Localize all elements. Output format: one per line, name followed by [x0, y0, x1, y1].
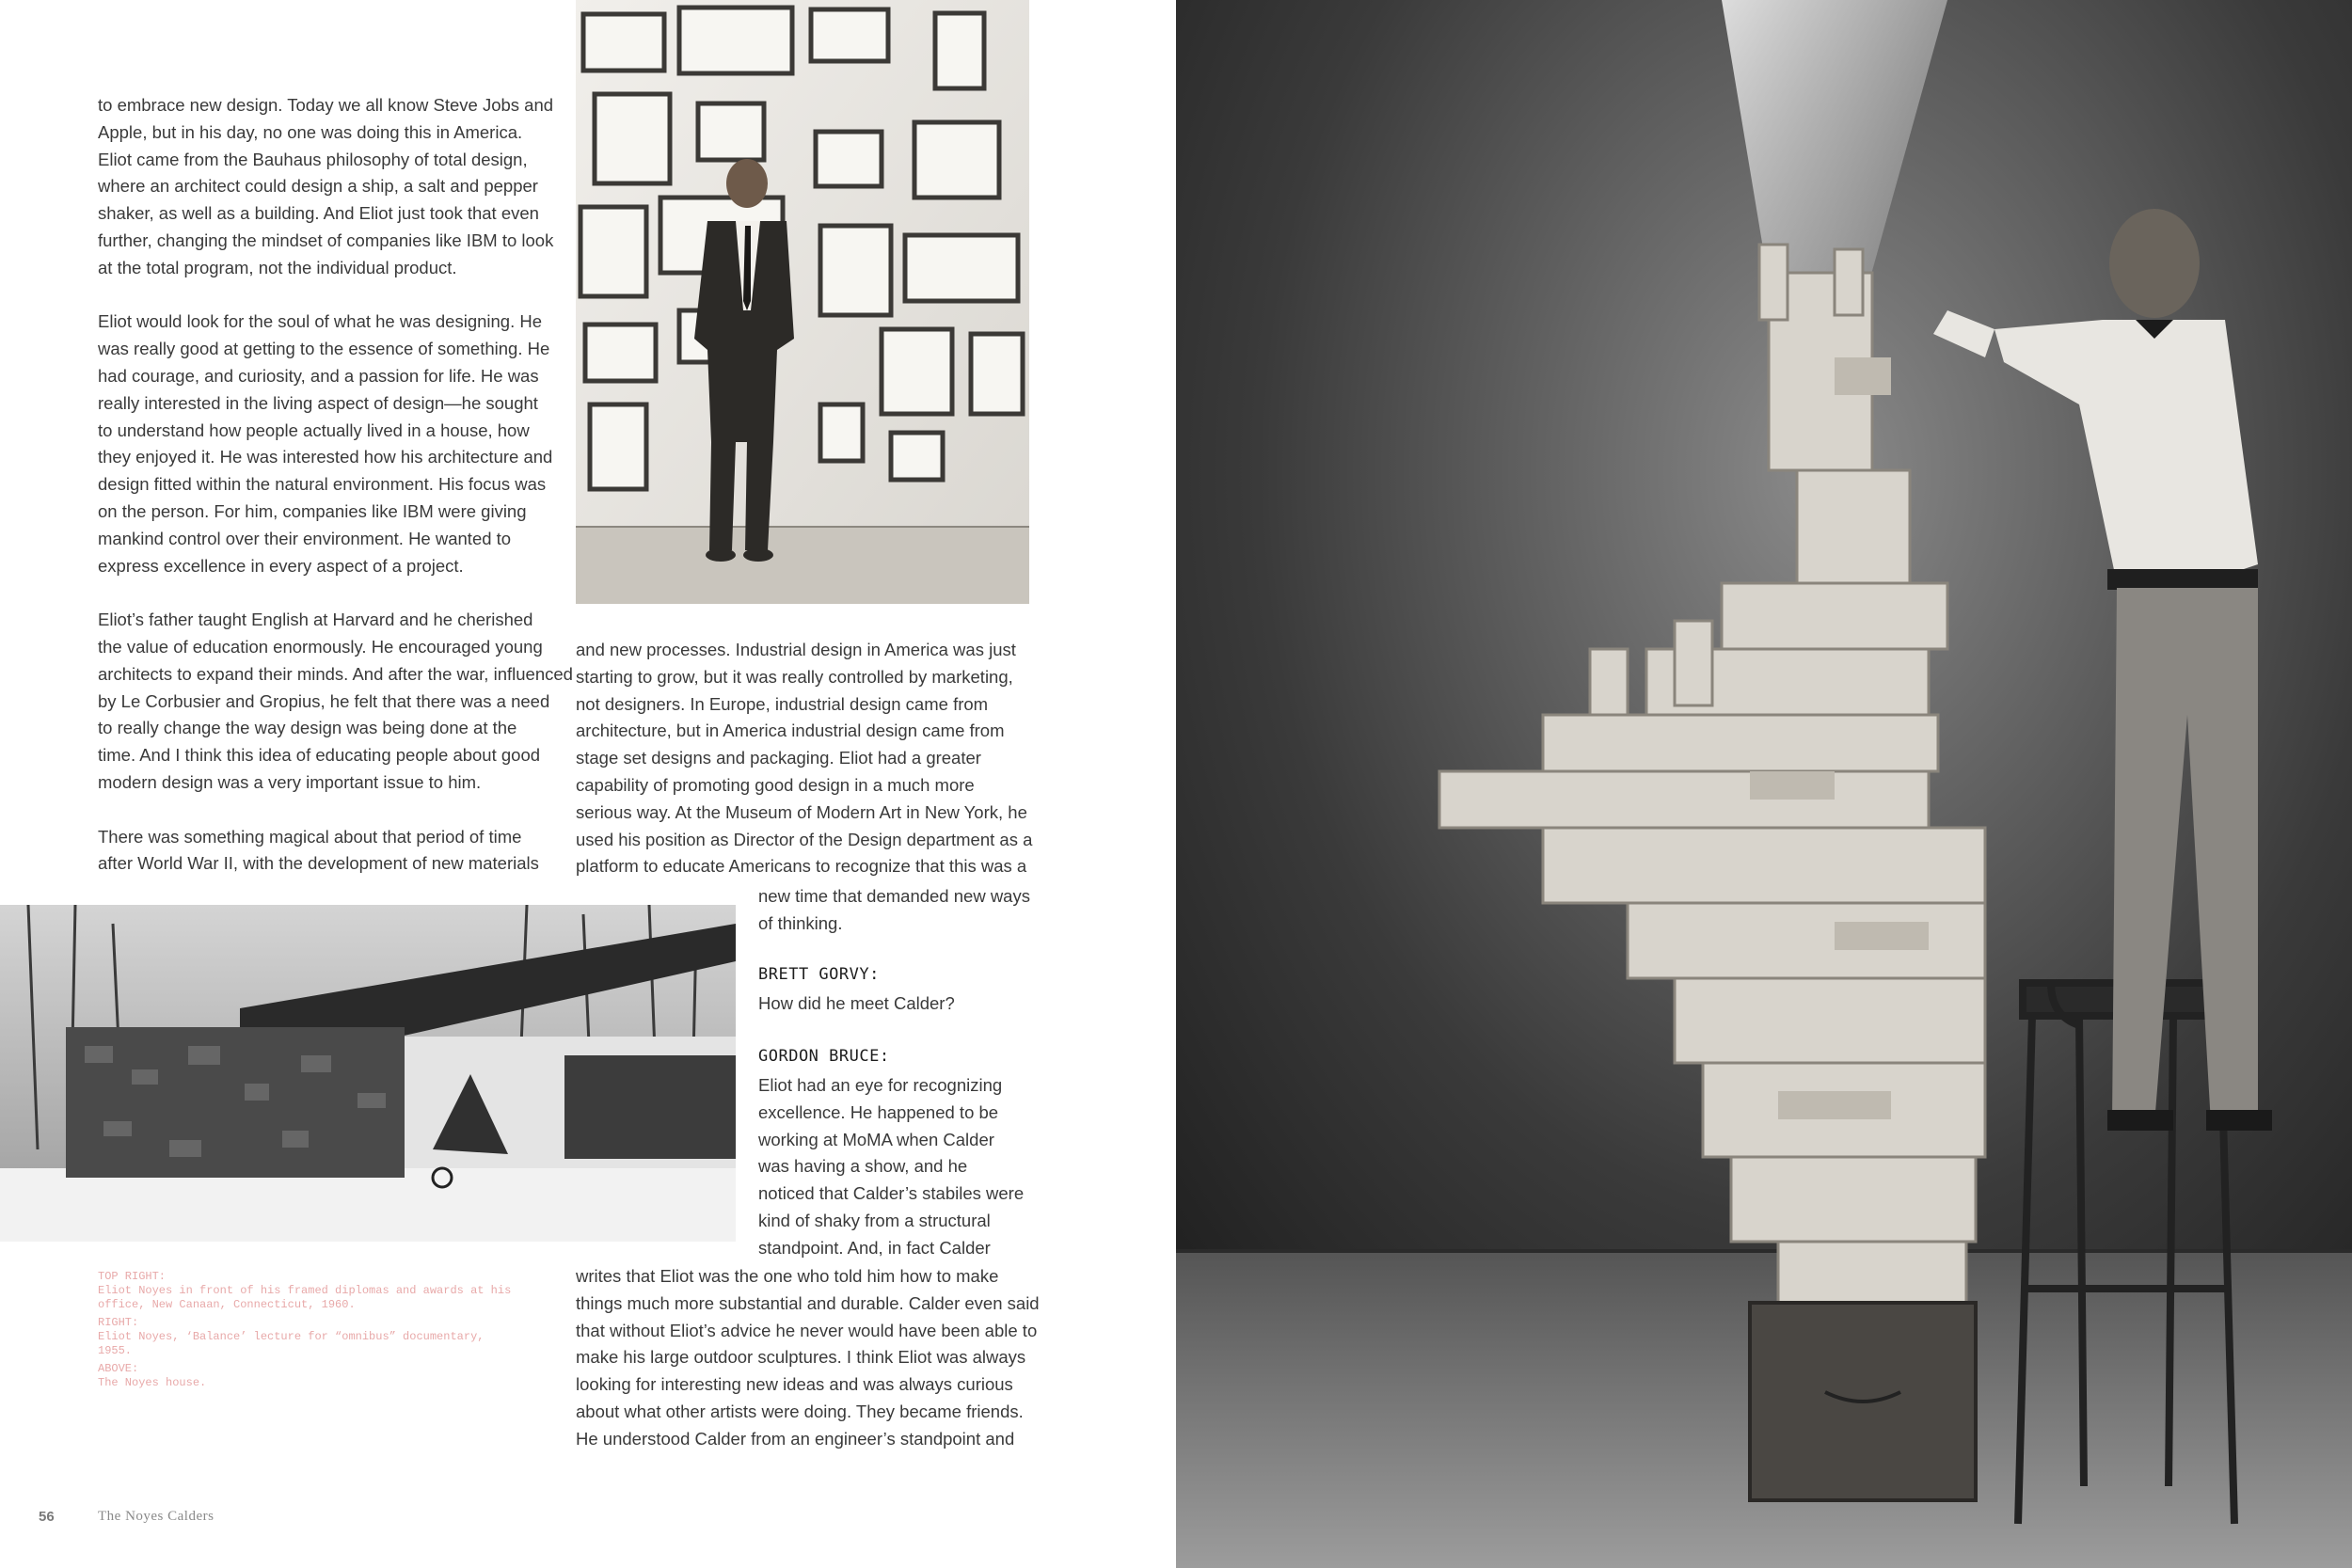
page-number: 56 — [39, 1509, 55, 1525]
photo-noyes-house — [0, 905, 736, 1242]
photo-noyes-balance-lecture — [1176, 0, 2352, 1568]
caption-text: Eliot Noyes in front of his framed diplomas and awards at his office, New Canaan, Connecticut, 1960. — [98, 1284, 512, 1311]
caption-label: RIGHT: — [98, 1316, 139, 1329]
caption-text: The Noyes house. — [98, 1376, 207, 1389]
caption-label: ABOVE: — [98, 1362, 139, 1375]
body-text-column-2-narrow-2: Eliot had an eye for recognizing excellence. He happened to be working at MoMA when Calder was having a show, and he noticed that Calder’s stabiles were kind of shaky from a structural standpoint. And, in fact Calder — [758, 1075, 1025, 1258]
caption-text: Eliot Noyes, ‘Balance’ lecture for “omnibus” documentary, 1955. — [98, 1330, 485, 1357]
photo-balance-lecture-image — [1176, 0, 2352, 1568]
speaker-label-gordon-bruce: GORDON BRUCE: — [758, 1047, 890, 1066]
body-text-column-2-narrow-1: new time that demanded new ways of thinking. — [758, 886, 1030, 933]
photo-noyes-diplomas-image — [576, 0, 1029, 604]
body-text-column-2-bottom: writes that Eliot was the one who told him how to make things much more substantial and durable. Calder even said that without Eliot’s advice he never would have been able to make his large outdoor sculptures. I think Eliot was always looking for interesting new ideas and was always curious about what other artists were doing. They became friends. He understood Calder from an engineer’s standpoint and — [576, 1266, 1040, 1449]
running-title: The Noyes Calders — [98, 1509, 215, 1524]
photo-noyes-diplomas — [576, 0, 1029, 604]
body-text-column-2-middle: and new processes. Industrial design in America was just starting to grow, but it was really controlled by marketing, not designers. In Europe, industrial design came from architecture, but in America industrial design came from stage set designs and packaging. Eliot had a greater capability of promoting good design in a much more serious way. At the Museum of Modern Art in New York, he used his position as Director of the Design department as a platform to educate Americans to recognize that this was a — [576, 640, 1033, 877]
body-text-column-1: to embrace new design. Today we all know Steve Jobs and Apple, but in his day, no one was doing this in America. Eliot came from the Bauhaus philosophy of total design, where an architect could design a ship, a salt and pepper shaker, as well as a building. And Eliot just took that even further, changing the mindset of companies like IBM to look at the total program, not the individual product. Eliot would look for the soul of what he was designing. He was really good at getting to the essence of something. He had courage, and curiosity, and a passion for life. He was really interested in the living aspect of design—he sought to understand how people actually lived in a house, how they enjoyed it. He was interested how his architecture and design fitted within the natural environment. His focus was on the person. For him, companies like IBM were giving mankind control over their environment. He wanted to express excellence in every aspect of a project. Eliot’s father taught English at Harvard and he cherished the value of education enormously. He encouraged young architects to expand their minds. And after the war, influenced by Le Corbusier and Gropius, he felt that there was a need to really change the way design was being done at the time. And I think this idea of educating people about good modern design was a very important issue to him. There was something magical about that period of time after World War II, with the development of new materials — [98, 95, 573, 874]
interview-question: How did he meet Calder? — [758, 993, 955, 1013]
photo-captions — [98, 1270, 512, 1394]
caption-label: TOP RIGHT: — [98, 1270, 167, 1283]
speaker-label-brett-gorvy: BRETT GORVY: — [758, 965, 880, 984]
photo-noyes-house-image — [0, 905, 736, 1242]
